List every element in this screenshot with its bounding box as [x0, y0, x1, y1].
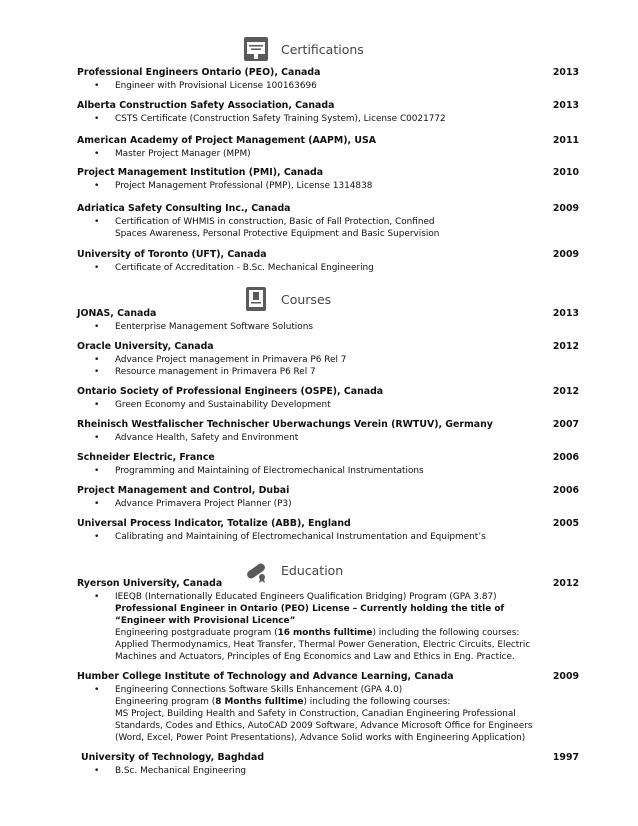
entry-item	[115, 591, 579, 664]
entry-year: 2005	[552, 518, 579, 529]
course-entry	[77, 341, 579, 378]
entry-year: 2012	[552, 386, 579, 397]
program-line: Standards, Codes and Ethics, AutoCAD 2009 Software, Advance Microsoft Office for Engineers	[115, 721, 533, 732]
section-title: Courses	[281, 292, 332, 307]
course-entry	[77, 419, 579, 444]
course-entry	[77, 452, 579, 477]
cert-entry	[77, 100, 579, 125]
entry-year: 2009	[552, 249, 579, 260]
entry-item: • Advance Project management in Primavera P6 Rel 7	[115, 354, 579, 366]
entry-item: • Advance Health, Safety and Environment	[115, 432, 579, 444]
entry-year: 2010	[552, 167, 579, 178]
program-line: MS Project, Building Health and Safety in Construction, Canadian Engineering Professional	[115, 709, 516, 720]
entry-year: 2013	[552, 67, 579, 78]
education-entry	[77, 671, 579, 744]
entry-org: Alberta Construction Safety Association, Canada	[77, 100, 335, 111]
program-line: • IEEQB (Internationally Educated Engineers Qualification Bridging) Program (GPA 3.87)	[115, 592, 497, 602]
course-entry	[77, 485, 579, 510]
program-line: “Engineer with Provisional Licence”	[115, 616, 296, 627]
entry-year: 2009	[552, 203, 579, 214]
program-line: Engineering postgraduate program (16 months fulltime) including the following courses:	[115, 628, 520, 639]
entry-year: 2009	[552, 671, 579, 682]
entry-org: Ryerson University, Canada	[77, 578, 223, 589]
entry-org: Professional Engineers Ontario (PEO), Canada	[77, 67, 321, 78]
entry-year: 2012	[552, 341, 579, 352]
entry-item: • Green Economy and Sustainability Development	[115, 399, 579, 411]
entry-org: Project Management and Control, Dubai	[77, 485, 290, 496]
program-line: Engineering program (8 Months fulltime) including the following courses:	[115, 697, 451, 708]
entry-item: • Certificate of Accreditation - B.Sc. Mechanical Engineering	[115, 262, 579, 274]
entry-year: 2013	[552, 100, 579, 111]
cert-entry	[77, 67, 579, 92]
entry-item: • Advance Primavera Project Planner (P3)	[115, 498, 579, 510]
certifications-header	[243, 36, 383, 64]
cert-entry	[77, 167, 579, 192]
entry-item: • CSTS Certificate (Construction Safety Training System), License C0021772	[115, 113, 579, 125]
entry-org: Universal Process Indicator, Totalize (ABB), England	[77, 518, 351, 529]
education-entry	[81, 752, 579, 777]
entry-year: 2013	[552, 308, 579, 319]
section-title: Certifications	[281, 42, 364, 57]
entry-item: • Resource management in Primavera P6 Rel 7	[115, 366, 579, 378]
course-entry	[77, 518, 579, 543]
program-line: Professional Engineer in Ontario (PEO) License – Currently holding the title of	[115, 604, 505, 615]
entry-org: JONAS, Canada	[77, 308, 157, 319]
entry-org: Oracle University, Canada	[77, 341, 214, 352]
entry-org: American Academy of Project Management (AAPM), USA	[77, 135, 376, 146]
entry-org: Project Management Institution (PMI), Canada	[77, 167, 324, 178]
entry-org: Ontario Society of Professional Engineers (OSPE), Canada	[77, 386, 384, 397]
section-title: Education	[281, 563, 344, 578]
course-entry	[77, 308, 579, 333]
cert-entry	[77, 135, 579, 160]
entry-item: • Programming and Maintaining of Electromechanical Instrumentations	[115, 465, 579, 477]
entry-item: • Certification of WHMIS in construction, Basic of Fall Protection, Confined	[115, 216, 579, 228]
entry-item: • Engineer with Provisional License 100163696	[115, 80, 579, 92]
course-entry	[77, 386, 579, 411]
cert-entry	[77, 203, 579, 240]
entry-org: University of Technology, Baghdad	[81, 752, 265, 763]
entry-item: • Project Management Professional (PMP), License 1314838	[115, 180, 579, 192]
program-line: Applied Thermodynamics, Heat Transfer, Thermal Power Generation, Electric Circuits, Electric	[115, 640, 531, 651]
entry-item-continued: Spaces Awareness, Personal Protective Equipment and Basic Supervision	[115, 229, 440, 240]
certificate-icon	[243, 36, 269, 62]
entry-org: Schneider Electric, France	[77, 452, 215, 463]
education-entry	[77, 578, 579, 664]
entry-item	[115, 684, 579, 744]
program-line: • Engineering Connections Software Skills Enhancement (GPA 4.0)	[115, 685, 403, 695]
program-line: (Word, Excel, Power Point Presentations), Advance Solid works with Engineering Application)	[115, 733, 526, 744]
entry-year: 2006	[552, 485, 579, 496]
cert-entry	[77, 249, 579, 274]
entry-org: Adriatica Safety Consulting Inc., Canada	[77, 203, 291, 214]
entry-org: Humber College Institute of Technology and Advance Learning, Canada	[77, 671, 454, 682]
entry-item: • Eenterprise Management Software Solutions	[115, 321, 579, 333]
entry-year: 2011	[552, 135, 579, 146]
entry-org: Rheinisch Westfalischer Technischer Uberwachungs Verein (RWTUV), Germany	[77, 419, 493, 430]
entry-item: • Calibrating and Maintaining of Electromechanical Instrumentation and Equipment’s	[115, 531, 579, 543]
program-line: Machines and Actuators, Principles of Eng Economics and Law and Ethics in Eng. Practice.	[115, 652, 515, 663]
entry-item: • B.Sc. Mechanical Engineering	[115, 765, 579, 777]
entry-year: 1997	[552, 752, 579, 763]
entry-org: University of Toronto (UFT), Canada	[77, 249, 267, 260]
entry-item: • Master Project Manager (MPM)	[115, 148, 579, 160]
entry-year: 2012	[552, 578, 579, 589]
entry-year: 2006	[552, 452, 579, 463]
entry-year: 2007	[552, 419, 579, 430]
